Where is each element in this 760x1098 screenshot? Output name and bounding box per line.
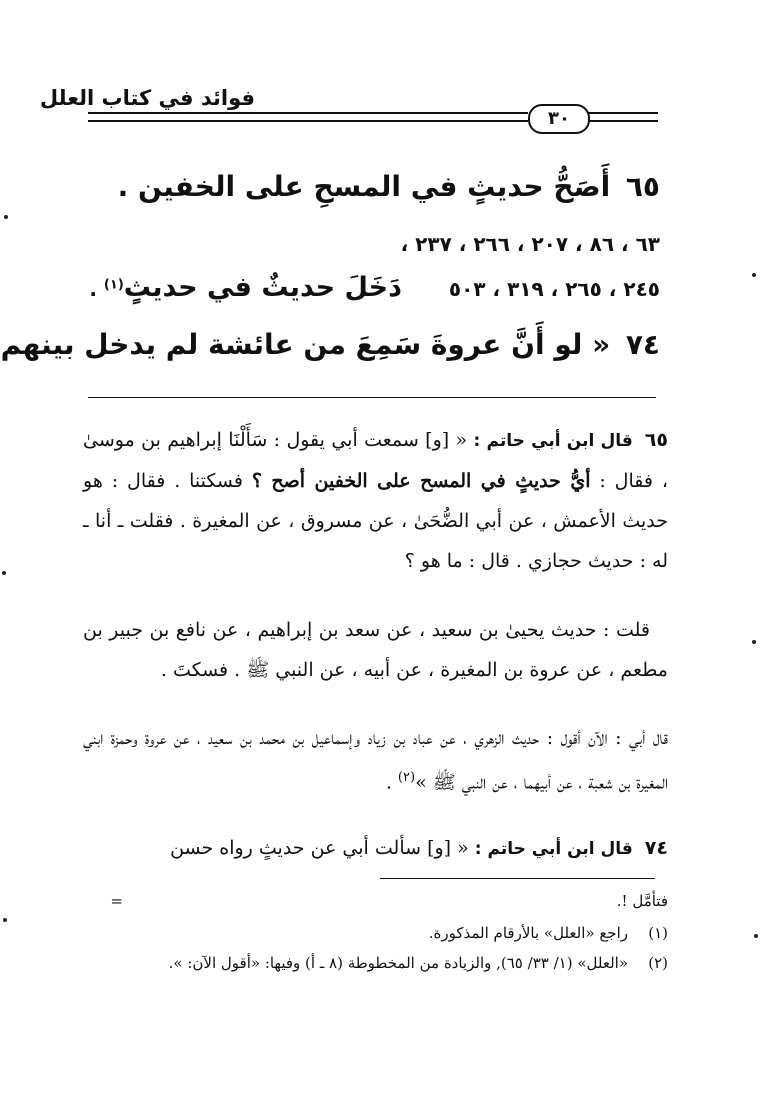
entry-number: ٧٤ [644,837,668,859]
index-refs-line: ٦٣ ، ٨٦ ، ٢٠٧ ، ٢٦٦ ، ٢٣٧ ، [400,232,660,256]
footnote-rule [380,878,655,879]
emphasized-question: أيُّ حديثٍ في المسح على الخفين أصح ؟ [251,470,591,492]
scan-speck [752,273,756,277]
paragraph-text: « [و] سمعت أبي يقول : سَأَلْنَا إبراهيم بن موسىٰ ، فقال : [83,429,668,492]
footnote-marker: (٢) [397,770,416,785]
index-entry-text: « لو أَنَّ عروةَ سَمِعَ من عائشة لم يدخل بينهم [0,328,611,361]
footnote-2 [68,954,668,972]
footnote-continuation [68,892,668,910]
section-divider [88,397,656,398]
index-entry-dakhala [89,272,660,303]
footnote-text: راجع «العلل» بالأرقام المذكورة. [428,924,628,942]
scan-speck [752,640,756,644]
paragraph-trail: . [385,771,398,794]
scan-speck [3,918,7,922]
continuation-mark: = [110,892,123,910]
index-entry-text: أَصَحُّ حديثٍ في المسحِ على الخفين . [117,170,611,203]
paragraph-text: « [و] سألت أبي عن حديثٍ رواه حسن [170,837,475,859]
paragraph-65 [83,420,668,581]
index-entry-number: ٦٥ [625,170,660,203]
paragraph-qala-abi [83,718,668,802]
scan-speck [754,934,758,938]
index-entry-number: ٧٤ [625,328,660,361]
header-rule-right-lower [586,120,658,122]
paragraph-74 [83,828,668,869]
index-refs-line: ٢٤٥ ، ٢٦٥ ، ٣١٩ ، ٥٠٣ [448,277,660,301]
entry-number: ٦٥ [644,429,668,451]
scan-speck [4,215,8,219]
paragraph-qult: قلت : حديث يحيىٰ بن سعيد ، عن سعد بن إبراهيم ، عن نافع بن جبير بن مطعم ، عن عروة بن المغيرة ، عن أبيه ، عن النبي ﷺ . فسكتَ . [83,619,668,681]
paragraph-text: فسكتنا . فقال : هو حديث الأعمش ، عن أبي الضُّحَىٰ ، عن مسروق ، عن المغيرة . فقلت ـ أنا ـ له : حديث حجازي . قال : ما هو ؟ [83,470,668,572]
speaker-label: قال ابن أبي حاتم : [473,431,633,451]
footnote-text: «العلل» (١/ ٣٣/ ٦٥), والزيادة من المخطوطة (٨ ـ أ) وفيها: «أقول الآن: ». [168,954,628,972]
header-rule-right [586,112,658,114]
scan-speck [2,571,6,575]
speaker-label: قال ابن أبي حاتم : [474,839,633,859]
footnote-1 [68,924,668,942]
footnote-number: (٢) [648,954,668,972]
index-term: دَخَلَ حديثٌ في حديثٍ [123,272,402,303]
footnote-marker: (١) [103,277,124,293]
index-term-trail: . [89,277,97,301]
footnote-number: (١) [648,924,668,942]
header-rule-left-lower [88,120,528,122]
paragraph-text: قال أبي : الآن أقول : حديث الزهري ، عن عباد بن زياد وإسماعيل بن محمد بن سعيد ، عن عروة وحمزة ابني المغيرة بن شعبة ، عن أبيهما ، عن النبي ﷺ » [83,727,668,794]
index-entry-65 [100,170,660,203]
index-entry-74 [0,328,660,361]
page-number: ٣٠ [528,104,590,134]
running-title: فوائد في كتاب العلل [39,86,255,110]
header-rule-left [88,112,528,114]
footnote-text: فتأمَّل !. [616,892,668,910]
